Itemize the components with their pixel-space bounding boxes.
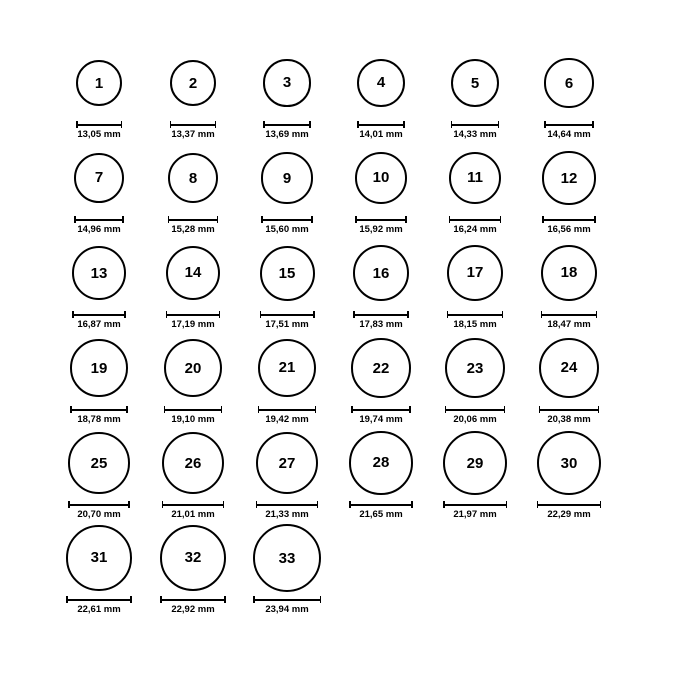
ring-size-cell — [240, 331, 334, 426]
ring-diameter-label: 18,15 mm — [453, 319, 497, 330]
ring-size-cell — [146, 331, 240, 426]
ring-circle — [164, 339, 222, 397]
ring-circle — [447, 245, 503, 301]
ring-measure — [253, 596, 321, 615]
ring-size-number: 28 — [372, 454, 390, 472]
ring-size-cell — [52, 141, 146, 236]
ring-circle-wrap — [451, 46, 500, 120]
ring-size-number: 7 — [94, 169, 104, 187]
caliper-icon — [260, 311, 315, 318]
ring-size-grid — [52, 46, 648, 616]
ring-size-number: 29 — [466, 454, 484, 472]
ring-size-cell — [428, 331, 522, 426]
ring-measure — [68, 501, 130, 520]
ring-circle — [357, 59, 405, 107]
ring-circle — [253, 524, 321, 592]
ring-measure — [263, 121, 310, 140]
ring-measure — [170, 121, 217, 140]
ring-diameter-label: 14,64 mm — [547, 129, 591, 140]
caliper-icon — [447, 311, 503, 318]
ring-circle-wrap — [351, 331, 411, 405]
ring-size-number: 9 — [282, 169, 292, 187]
ring-diameter-label: 15,92 mm — [359, 224, 403, 235]
ring-size-number: 24 — [560, 359, 578, 377]
ring-measure — [443, 501, 507, 520]
ring-size-cell — [240, 426, 334, 521]
ring-circle — [443, 431, 507, 495]
ring-diameter-label: 14,01 mm — [359, 129, 403, 140]
ring-circle-wrap — [168, 141, 219, 215]
ring-measure — [447, 311, 503, 330]
ring-circle-wrap — [541, 236, 598, 310]
ring-size-cell — [428, 236, 522, 331]
ring-diameter-label: 17,19 mm — [171, 319, 215, 330]
ring-size-cell — [334, 426, 428, 521]
ring-circle-wrap — [449, 141, 501, 215]
ring-size-cell — [240, 236, 334, 331]
ring-circle — [353, 245, 409, 301]
ring-circle — [355, 152, 407, 204]
ring-diameter-label: 13,05 mm — [77, 129, 121, 140]
ring-measure — [66, 596, 131, 615]
caliper-icon — [68, 501, 130, 508]
ring-circle — [539, 338, 600, 399]
ring-circle — [160, 525, 226, 591]
ring-measure — [353, 311, 409, 330]
ring-measure — [349, 501, 412, 520]
ring-size-cell — [240, 141, 334, 236]
ring-diameter-label: 14,96 mm — [77, 224, 121, 235]
ring-measure — [70, 406, 128, 425]
ring-measure — [449, 216, 501, 235]
ring-circle-wrap — [253, 521, 321, 595]
ring-size-cell — [334, 331, 428, 426]
ring-measure — [261, 216, 312, 235]
ring-size-cell — [334, 236, 428, 331]
ring-circle — [451, 59, 500, 108]
ring-circle — [168, 153, 219, 204]
ring-circle — [542, 151, 595, 204]
ring-diameter-label: 21,65 mm — [359, 509, 403, 520]
ring-size-cell — [52, 236, 146, 331]
ring-circle — [162, 432, 224, 494]
caliper-icon — [351, 406, 411, 413]
ring-size-number: 10 — [372, 169, 390, 187]
ring-size-number: 25 — [90, 454, 108, 472]
ring-measure — [544, 121, 593, 140]
ring-size-cell — [334, 141, 428, 236]
ring-size-number: 27 — [278, 454, 296, 472]
caliper-icon — [160, 596, 226, 603]
caliper-icon — [443, 501, 507, 508]
ring-circle-wrap — [544, 46, 593, 120]
ring-size-number: 32 — [184, 549, 202, 567]
ring-circle — [351, 338, 411, 398]
caliper-icon — [166, 311, 220, 318]
ring-size-cell — [428, 46, 522, 141]
caliper-icon — [74, 216, 124, 223]
ring-diameter-label: 17,51 mm — [265, 319, 309, 330]
caliper-icon — [542, 216, 595, 223]
ring-measure — [451, 121, 500, 140]
ring-size-number: 22 — [372, 359, 390, 377]
ring-circle — [537, 431, 602, 496]
ring-measure — [258, 406, 317, 425]
ring-diameter-label: 17,83 mm — [359, 319, 403, 330]
ring-diameter-label: 15,28 mm — [171, 224, 215, 235]
ring-size-cell — [522, 46, 616, 141]
ring-circle-wrap — [263, 46, 310, 120]
ring-circle — [72, 246, 126, 300]
ring-size-number: 30 — [560, 454, 578, 472]
ring-circle-wrap — [76, 46, 122, 120]
ring-size-cell — [52, 521, 146, 616]
caliper-icon — [258, 406, 317, 413]
ring-size-cell — [52, 426, 146, 521]
ring-size-cell — [334, 46, 428, 141]
ring-size-cell — [146, 426, 240, 521]
ring-measure — [164, 406, 222, 425]
ring-circle-wrap — [72, 236, 126, 310]
ring-circle-wrap — [170, 46, 217, 120]
ring-diameter-label: 19,74 mm — [359, 414, 403, 425]
ring-circle — [258, 339, 317, 398]
ring-diameter-label: 21,97 mm — [453, 509, 497, 520]
caliper-icon — [261, 216, 312, 223]
ring-circle — [76, 60, 122, 106]
ring-diameter-label: 16,87 mm — [77, 319, 121, 330]
ring-measure — [166, 311, 220, 330]
ring-size-cell — [146, 521, 240, 616]
ring-size-number: 5 — [470, 74, 480, 92]
ring-circle — [170, 60, 217, 107]
caliper-icon — [541, 311, 598, 318]
caliper-icon — [537, 501, 602, 508]
ring-measure — [256, 501, 319, 520]
ring-size-number: 17 — [466, 264, 484, 282]
ring-diameter-label: 21,01 mm — [171, 509, 215, 520]
ring-circle-wrap — [166, 236, 220, 310]
ring-circle-wrap — [260, 236, 315, 310]
ring-diameter-label: 22,92 mm — [171, 604, 215, 615]
ring-circle — [260, 246, 315, 301]
ring-size-number: 20 — [184, 359, 202, 377]
ring-circle-wrap — [256, 426, 319, 500]
ring-size-number: 15 — [278, 264, 296, 282]
ring-size-number: 18 — [560, 264, 578, 282]
ring-size-number: 8 — [188, 169, 198, 187]
ring-diameter-label: 14,33 mm — [453, 129, 497, 140]
caliper-icon — [451, 121, 500, 128]
ring-measure — [72, 311, 126, 330]
ring-size-cell — [428, 141, 522, 236]
caliper-icon — [349, 501, 412, 508]
caliper-icon — [539, 406, 600, 413]
ring-circle-wrap — [160, 521, 226, 595]
ring-measure — [539, 406, 600, 425]
ring-size-number: 12 — [560, 169, 578, 187]
ring-circle-wrap — [261, 141, 312, 215]
ring-circle-wrap — [537, 426, 602, 500]
caliper-icon — [263, 121, 310, 128]
ring-diameter-label: 21,33 mm — [265, 509, 309, 520]
ring-size-cell — [522, 236, 616, 331]
caliper-icon — [357, 121, 405, 128]
caliper-icon — [256, 501, 319, 508]
ring-measure — [162, 501, 224, 520]
ring-measure — [541, 311, 598, 330]
ring-circle — [544, 58, 593, 107]
ring-diameter-label: 18,47 mm — [547, 319, 591, 330]
ring-measure — [260, 311, 315, 330]
caliper-icon — [253, 596, 321, 603]
ring-size-number: 2 — [188, 74, 198, 92]
ring-size-number: 6 — [564, 74, 574, 92]
ring-circle-wrap — [539, 331, 600, 405]
ring-circle-wrap — [70, 331, 128, 405]
ring-circle — [349, 431, 412, 494]
ring-size-cell — [146, 141, 240, 236]
ring-circle — [68, 432, 130, 494]
ring-circle — [445, 338, 505, 398]
ring-size-cell — [52, 46, 146, 141]
ring-size-number: 33 — [278, 549, 296, 567]
ring-size-cell — [52, 331, 146, 426]
ring-circle — [256, 432, 319, 495]
ring-circle — [166, 246, 220, 300]
ring-diameter-label: 20,38 mm — [547, 414, 591, 425]
ring-circle-wrap — [349, 426, 412, 500]
caliper-icon — [445, 406, 505, 413]
ring-size-number: 13 — [90, 264, 108, 282]
ring-size-number: 4 — [376, 74, 386, 92]
ring-circle-wrap — [447, 236, 503, 310]
caliper-icon — [164, 406, 222, 413]
ring-size-number: 1 — [94, 74, 104, 92]
ring-measure — [74, 216, 124, 235]
ring-size-number: 11 — [467, 169, 483, 187]
ring-circle-wrap — [357, 46, 405, 120]
ring-diameter-label: 19,42 mm — [265, 414, 309, 425]
ring-circle — [74, 153, 124, 203]
ring-diameter-label: 19,10 mm — [171, 414, 215, 425]
ring-circle-wrap — [542, 141, 595, 215]
ring-circle — [449, 152, 501, 204]
ring-size-cell — [146, 46, 240, 141]
ring-measure — [542, 216, 595, 235]
ring-circle — [263, 59, 310, 106]
ring-circle — [261, 152, 312, 203]
ring-diameter-label: 22,29 mm — [547, 509, 591, 520]
ring-diameter-label: 16,56 mm — [547, 224, 591, 235]
ring-measure — [168, 216, 219, 235]
ring-diameter-label: 20,06 mm — [453, 414, 497, 425]
ring-diameter-label: 18,78 mm — [77, 414, 121, 425]
ring-size-cell — [522, 426, 616, 521]
ring-size-cell — [240, 46, 334, 141]
ring-size-cell — [428, 426, 522, 521]
caliper-icon — [76, 121, 122, 128]
ring-size-cell — [522, 141, 616, 236]
caliper-icon — [162, 501, 224, 508]
caliper-icon — [70, 406, 128, 413]
ring-circle — [70, 339, 128, 397]
ring-circle-wrap — [74, 141, 124, 215]
ring-size-number: 19 — [90, 359, 108, 377]
ring-size-number: 23 — [466, 359, 484, 377]
ring-diameter-label: 13,69 mm — [265, 129, 309, 140]
ring-size-cell — [240, 521, 334, 616]
ring-circle-wrap — [164, 331, 222, 405]
ring-measure — [357, 121, 405, 140]
ring-measure — [537, 501, 602, 520]
ring-measure — [160, 596, 226, 615]
ring-size-cell — [146, 236, 240, 331]
ring-circle-wrap — [355, 141, 407, 215]
caliper-icon — [353, 311, 409, 318]
ring-circle-wrap — [258, 331, 317, 405]
ring-size-number: 31 — [90, 549, 108, 567]
ring-circle-wrap — [68, 426, 130, 500]
caliper-icon — [449, 216, 501, 223]
ring-size-number: 14 — [184, 264, 202, 282]
ring-diameter-label: 15,60 mm — [265, 224, 309, 235]
ring-circle-wrap — [66, 521, 131, 595]
caliper-icon — [168, 216, 219, 223]
ring-circle-wrap — [353, 236, 409, 310]
ring-diameter-label: 13,37 mm — [171, 129, 215, 140]
ring-diameter-label: 20,70 mm — [77, 509, 121, 520]
ring-diameter-label: 23,94 mm — [265, 604, 309, 615]
caliper-icon — [66, 596, 131, 603]
ring-measure — [355, 216, 407, 235]
ring-diameter-label: 22,61 mm — [77, 604, 121, 615]
ring-size-number: 16 — [372, 264, 390, 282]
ring-circle — [541, 245, 598, 302]
ring-circle-wrap — [162, 426, 224, 500]
caliper-icon — [72, 311, 126, 318]
ring-size-number: 26 — [184, 454, 202, 472]
ring-size-number: 3 — [282, 74, 292, 92]
ring-diameter-label: 16,24 mm — [453, 224, 497, 235]
caliper-icon — [355, 216, 407, 223]
ring-circle — [66, 525, 131, 590]
ring-size-number: 21 — [278, 359, 296, 377]
ring-size-cell — [522, 331, 616, 426]
ring-circle-wrap — [443, 426, 507, 500]
ring-measure — [351, 406, 411, 425]
ring-measure — [76, 121, 122, 140]
ring-circle-wrap — [445, 331, 505, 405]
caliper-icon — [170, 121, 217, 128]
ring-measure — [445, 406, 505, 425]
caliper-icon — [544, 121, 593, 128]
